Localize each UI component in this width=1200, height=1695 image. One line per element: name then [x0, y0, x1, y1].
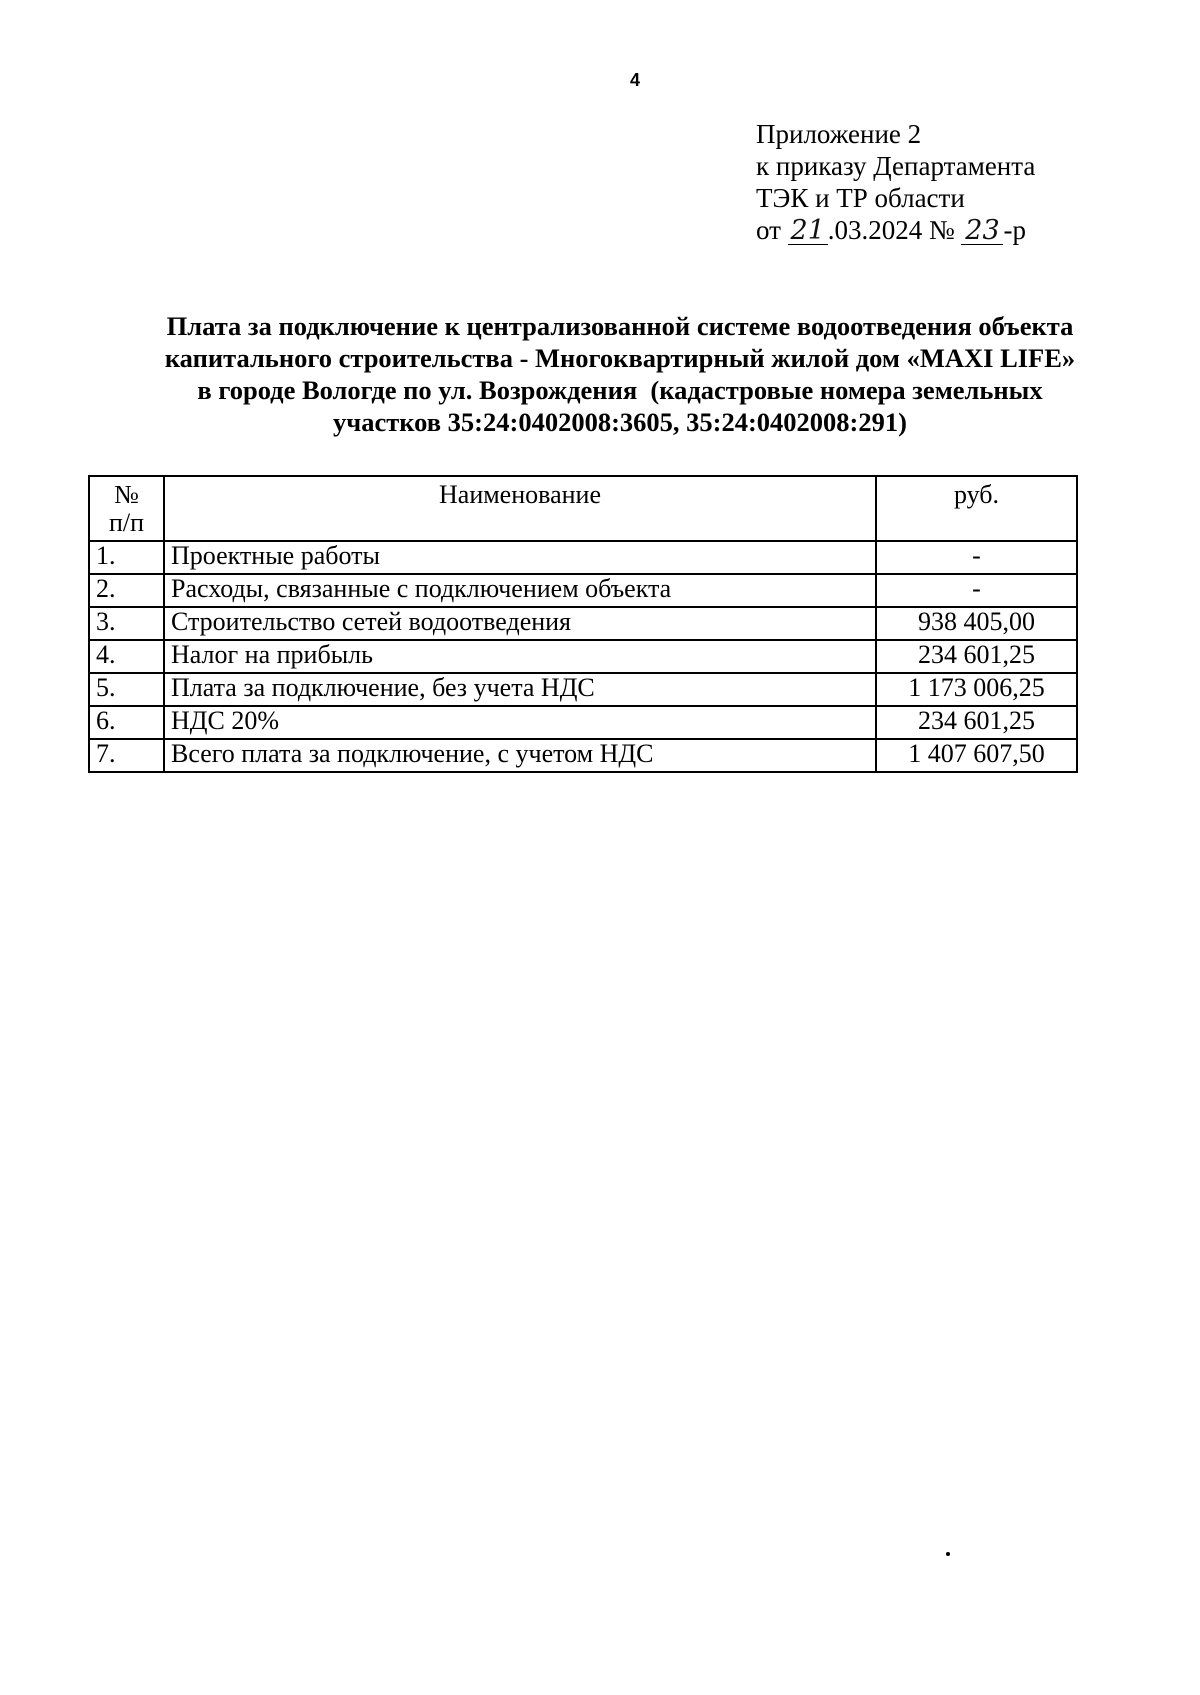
- document-title: [100, 310, 1140, 438]
- handwritten-order-number: 23: [961, 218, 1003, 245]
- date-prefix: от: [756, 215, 781, 245]
- row-number: 4.: [89, 640, 164, 673]
- header-number: [89, 476, 164, 541]
- row-name: Всего плата за подключение, с учетом НДС: [164, 739, 876, 772]
- title-line-3: в городе Вологде по ул. Возрождения (кадастровые номера земельных: [197, 375, 1043, 405]
- appendix-date-line: [756, 214, 1035, 246]
- row-value: -: [876, 574, 1077, 607]
- date-rest: .03.2024 №: [827, 215, 955, 245]
- appendix-title: Приложение 2: [756, 119, 922, 149]
- title-line-4: участков 35:24:0402008:3605, 35:24:0402008:291): [333, 407, 907, 437]
- row-number: 2.: [89, 574, 164, 607]
- appendix-order-ref: к приказу Департамента: [756, 151, 1036, 181]
- row-name: НДС 20%: [164, 706, 876, 739]
- row-name: Налог на прибыль: [164, 640, 876, 673]
- table-header-row: [89, 476, 1077, 541]
- row-value: 234 601,25: [876, 706, 1077, 739]
- row-value: 234 601,25: [876, 640, 1077, 673]
- row-number: 7.: [89, 739, 164, 772]
- order-suffix: -р: [1003, 215, 1026, 245]
- row-value: 1 407 607,50: [876, 739, 1077, 772]
- table-row: [89, 706, 1077, 739]
- row-value: 938 405,00: [876, 607, 1077, 640]
- row-number: 1.: [89, 541, 164, 574]
- scan-speck: [946, 1552, 950, 1556]
- appendix-block: [756, 118, 1035, 246]
- row-name: Плата за подключение, без учета НДС: [164, 673, 876, 706]
- table-row: [89, 673, 1077, 706]
- row-name: Проектные работы: [164, 541, 876, 574]
- row-name: Расходы, связанные с подключением объекта: [164, 574, 876, 607]
- header-number-abbr: п/п: [108, 508, 145, 537]
- row-number: 6.: [89, 706, 164, 739]
- table-row: [89, 739, 1077, 772]
- row-name: Строительство сетей водоотведения: [164, 607, 876, 640]
- row-value: -: [876, 541, 1077, 574]
- appendix-department: ТЭК и ТР области: [756, 183, 965, 213]
- title-line-2: капитального строительства - Многоквартирный жилой дом «MAXI LIFE»: [164, 343, 1076, 373]
- row-number: 3.: [89, 607, 164, 640]
- table-row: [89, 640, 1077, 673]
- table-row: [89, 541, 1077, 574]
- row-number: 5.: [89, 673, 164, 706]
- table-row: [89, 574, 1077, 607]
- header-name: Наименование: [164, 476, 876, 541]
- row-value: 1 173 006,25: [876, 673, 1077, 706]
- page-number: 4: [630, 70, 641, 90]
- fee-table: [88, 475, 1078, 773]
- header-value: руб.: [876, 476, 1077, 541]
- table-row: [89, 607, 1077, 640]
- header-number-symbol: №: [114, 480, 139, 509]
- title-line-1: Плата за подключение к централизованной системе водоотведения объекта: [166, 311, 1074, 341]
- handwritten-day: 21: [788, 218, 828, 245]
